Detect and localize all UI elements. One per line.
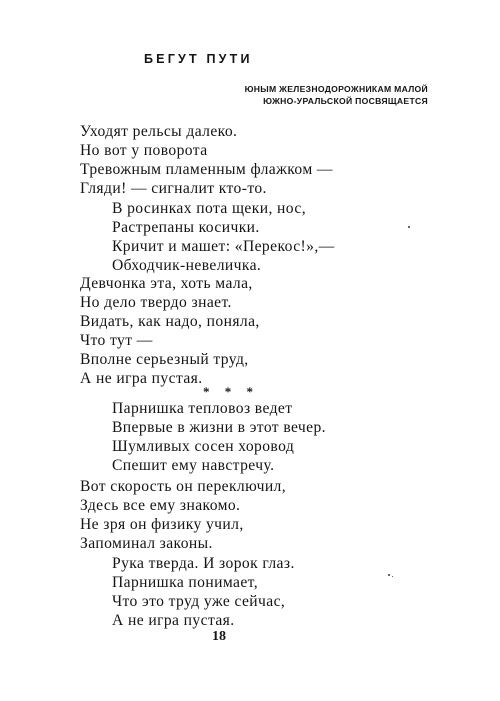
- verse-line: Рука тверда. И зорок глаз.: [112, 555, 295, 572]
- verse-line: Парнишка тепловоз ведет: [112, 400, 293, 417]
- verse-line: Шумливых сосен хоровод: [112, 438, 295, 455]
- verse-line: Что это труд уже сейчас,: [112, 593, 286, 610]
- verse-line: Уходят рельсы далеко.: [80, 123, 238, 140]
- verse-line: Вот скорость он переключил,: [80, 478, 287, 495]
- stanza-6: [112, 554, 295, 630]
- poem-title: БЕГУТ ПУТИ: [144, 52, 253, 66]
- stanza-1: [80, 122, 333, 198]
- verse-line: Впервые в жизни в этот вечер.: [112, 419, 326, 436]
- section-separator: * * *: [203, 384, 259, 399]
- verse-line: Здесь все ему знакомо.: [80, 497, 241, 514]
- verse-line: Видать, как надо, поняла,: [80, 313, 260, 330]
- stanza-4: [112, 399, 326, 475]
- dedication-line: ЮЖНО-УРАЛЬСКОЙ ПОСВЯЩАЕТСЯ: [263, 95, 428, 106]
- verse-line: Девчонка эта, хоть мала,: [80, 275, 253, 292]
- verse-line: Кричит и машет: «Перекос!»,—: [112, 238, 335, 255]
- dedication: [245, 84, 428, 107]
- verse-line: Гляди! — сигналит кто-то.: [80, 180, 267, 197]
- dedication-line: ЮНЫМ ЖЕЛЕЗНОДОРОЖНИКАМ МАЛОЙ: [244, 84, 428, 94]
- verse-line: Тревожным пламенным флажком —: [80, 161, 333, 178]
- verse-line: А не игра пустая.: [112, 612, 235, 629]
- print-speck: [408, 226, 410, 228]
- verse-line: Спешит ему навстречу.: [112, 457, 275, 474]
- verse-line: Что тут —: [80, 332, 153, 349]
- verse-line: Но вот у поворота: [80, 142, 208, 159]
- verse-line: А не игра пустая.: [80, 370, 203, 387]
- print-speck: [392, 576, 393, 577]
- verse-line: Парнишка понимает,: [112, 574, 259, 591]
- stanza-3: [80, 274, 260, 388]
- verse-line: Но дело твердо знает.: [80, 294, 232, 311]
- page-number: 18: [212, 629, 226, 644]
- verse-line: Вполне серьезный труд,: [80, 351, 249, 368]
- stanza-2: [112, 199, 335, 275]
- verse-line: Обходчик-невеличка.: [112, 257, 262, 274]
- print-speck: [388, 574, 390, 576]
- verse-line: Запоминал законы.: [80, 535, 213, 552]
- stanza-5: [80, 477, 286, 553]
- verse-line: Не зря он физику учил,: [80, 516, 244, 533]
- verse-line: В росинках пота щеки, нос,: [112, 200, 307, 217]
- verse-line: Растрепаны косички.: [112, 219, 260, 236]
